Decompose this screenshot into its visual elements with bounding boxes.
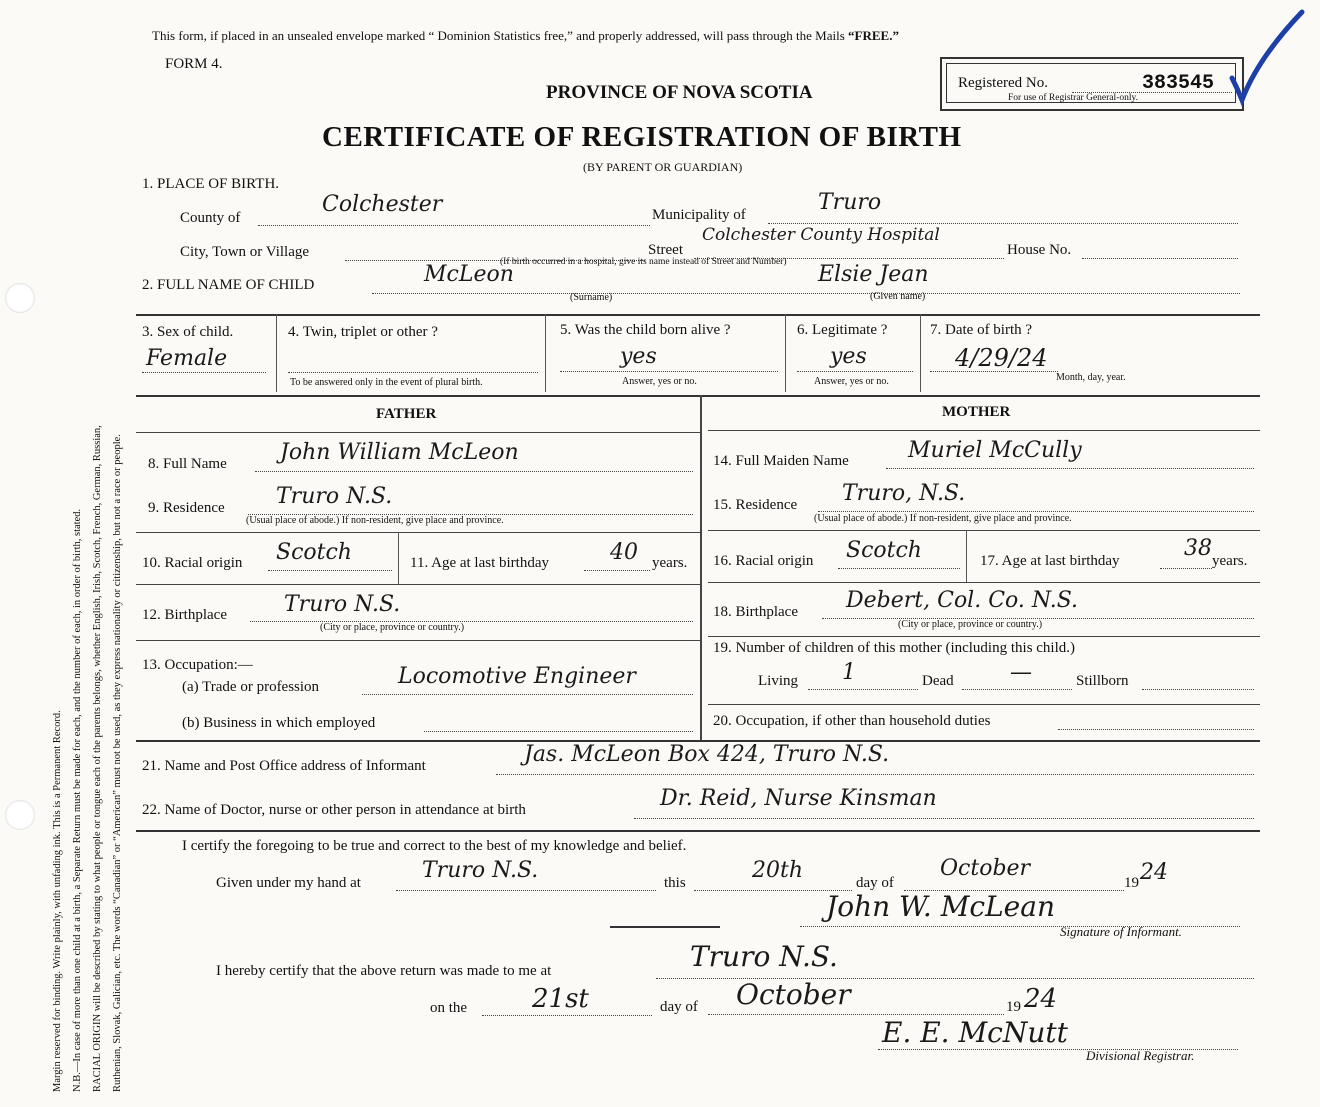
father-row-rule-3 xyxy=(136,584,700,585)
sex-line xyxy=(142,372,266,373)
rule-parents xyxy=(136,395,1260,397)
informant-signature-line xyxy=(610,926,720,928)
father-name-label: 8. Full Name xyxy=(148,456,227,472)
dead-label: Dead xyxy=(922,673,954,689)
mother-residence-value: Truro, N.S. xyxy=(842,481,966,506)
form-number: FORM 4. xyxy=(165,56,223,72)
father-racial-label: 10. Racial origin xyxy=(142,555,243,571)
mother-occupation-line xyxy=(1058,729,1254,730)
mother-row-rule-5 xyxy=(708,704,1260,705)
sex-value: Female xyxy=(146,346,228,371)
stillborn-line xyxy=(1142,689,1254,690)
postal-notice-text: This form, if placed in an unsealed envelope marked “ Dominion Statistics free,” and properly addressed, will pass through the Mails xyxy=(152,28,849,43)
father-birthplace-label: 12. Birthplace xyxy=(142,607,227,623)
father-racial-divider xyxy=(398,532,399,584)
city-label: City, Town or Village xyxy=(180,244,310,260)
county-line xyxy=(258,225,650,226)
born-alive-note: Answer, yes or no. xyxy=(622,376,697,387)
divider-6-7 xyxy=(920,314,921,392)
house-number-label: House No. xyxy=(1007,242,1072,258)
dead-line xyxy=(962,689,1072,690)
father-trade-value: Locomotive Engineer xyxy=(398,664,636,689)
postal-notice-free: “FREE.” xyxy=(848,28,899,43)
mother-name-line xyxy=(886,468,1254,469)
dead-value: — xyxy=(1010,660,1032,685)
child-name-label: 2. FULL NAME OF CHILD xyxy=(142,277,315,293)
mother-racial-value: Scotch xyxy=(846,538,922,563)
father-residence-note: (Usual place of abode.) If non-resident, give place and province. xyxy=(246,515,504,526)
checkmark-icon xyxy=(1228,8,1308,108)
father-years-label: years. xyxy=(652,555,688,571)
father-age-label: 11. Age at last birthday xyxy=(410,555,549,571)
father-row-rule-2 xyxy=(136,532,700,533)
mother-row-rule-2 xyxy=(708,530,1260,531)
father-residence-value: Truro N.S. xyxy=(276,484,393,509)
father-row-rule-1 xyxy=(136,432,700,433)
rule-certification xyxy=(136,830,1260,832)
legitimate-value: yes xyxy=(830,344,867,369)
registrar-day-of-label: day of xyxy=(660,999,698,1015)
father-residence-label: 9. Residence xyxy=(148,500,225,516)
informant-label: 21. Name and Post Office address of Informant xyxy=(142,758,426,774)
margin-note-4: Ruthenian, Slovak, Galician, etc. The words “Canadian” or “American” must not be used, as they express nationality or citizenship, but not a race or people. xyxy=(112,434,123,1092)
divider-3-4 xyxy=(276,314,277,392)
child-surname-value: McLeon xyxy=(424,262,514,287)
mother-occupation-label: 20. Occupation, if other than household duties xyxy=(713,713,991,729)
date-of-birth-label: 7. Date of birth ? xyxy=(930,322,1033,338)
province-heading: PROVINCE OF NOVA SCOTIA xyxy=(546,82,813,103)
doctor-line xyxy=(634,818,1254,819)
doctor-label: 22. Name of Doctor, nurse or other person in attendance at birth xyxy=(142,802,526,818)
day-value: 20th xyxy=(752,858,804,883)
date-of-birth-note: Month, day, year. xyxy=(1056,372,1126,383)
registrar-month-value: October xyxy=(736,978,851,1011)
father-row-rule-4 xyxy=(136,640,700,641)
child-name-line xyxy=(372,293,1240,294)
twin-line xyxy=(288,372,538,373)
twin-label: 4. Twin, triplet or other ? xyxy=(288,324,438,340)
mother-name-value: Muriel McCully xyxy=(908,438,1082,463)
twin-note: To be answered only in the event of plural birth. xyxy=(290,377,483,388)
mother-racial-divider xyxy=(966,530,967,582)
date-of-birth-value: 4/29/24 xyxy=(955,344,1048,372)
given-place-value: Truro N.S. xyxy=(422,858,539,883)
registrar-place-value: Truro N.S. xyxy=(690,940,838,973)
registrar-month-line xyxy=(708,1014,1004,1015)
legitimate-label: 6. Legitimate ? xyxy=(797,322,888,338)
father-occupation-label: 13. Occupation:— xyxy=(142,657,253,673)
father-name-line xyxy=(255,471,693,472)
registered-number: 383545 xyxy=(1142,72,1215,95)
county-value: Colchester xyxy=(322,192,443,217)
father-trade-line xyxy=(362,694,693,695)
living-value: 1 xyxy=(842,660,856,685)
document-title: CERTIFICATE OF REGISTRATION OF BIRTH xyxy=(322,121,962,153)
document-subtitle: (BY PARENT OR GUARDIAN) xyxy=(583,160,743,174)
mother-birthplace-note: (City or place, province or country.) xyxy=(898,619,1043,630)
hospital-note: (If birth occurred in a hospital, give its name instead of Street and Number) xyxy=(500,257,787,267)
mother-row-rule-1 xyxy=(708,430,1260,431)
stillborn-label: Stillborn xyxy=(1076,673,1129,689)
street-value: Colchester County Hospital xyxy=(702,225,940,245)
postal-notice xyxy=(152,28,899,44)
informant-value: Jas. McLeon Box 424, Truro N.S. xyxy=(524,742,890,767)
divider-4-5 xyxy=(545,314,546,392)
this-label: this xyxy=(664,875,686,891)
informant-signature-caption: Signature of Informant. xyxy=(1060,924,1182,939)
municipality-line xyxy=(768,223,1238,224)
registered-note: For use of Registrar General-only. xyxy=(1008,93,1138,103)
sex-label: 3. Sex of child. xyxy=(142,324,234,340)
registrar-day-value: 21st xyxy=(532,984,589,1014)
surname-caption: (Surname) xyxy=(570,292,613,303)
registrar-year-value: 24 xyxy=(1024,984,1058,1014)
mother-age-line xyxy=(1160,568,1212,569)
mother-birthplace-value: Debert, Col. Co. N.S. xyxy=(846,588,1078,613)
punch-hole-top xyxy=(5,283,35,313)
mother-racial-label: 16. Racial origin xyxy=(713,553,814,569)
margin-note-2: N.B.—In case of more than one child at a birth, a Separate Return must be made for each, and the number of each, in order of birth, stated. xyxy=(72,508,83,1092)
born-alive-line xyxy=(560,371,778,372)
mother-name-label: 14. Full Maiden Name xyxy=(713,453,849,469)
registrar-day-line xyxy=(482,1015,652,1016)
municipality-label: Municipality of xyxy=(652,207,746,223)
divider-5-6 xyxy=(785,314,786,392)
rule-top-boxes xyxy=(136,314,1260,316)
father-age-value: 40 xyxy=(610,540,638,565)
certification-statement: I certify the foregoing to be true and correct to the best of my knowledge and belief. xyxy=(182,838,687,854)
on-the-label: on the xyxy=(430,1000,468,1016)
father-business-label: (b) Business in which employed xyxy=(182,715,376,731)
father-birthplace-value: Truro N.S. xyxy=(284,592,401,617)
registrar-signature: E. E. McNutt xyxy=(882,1016,1068,1049)
father-racial-value: Scotch xyxy=(276,540,352,565)
mother-racial-line xyxy=(838,568,960,569)
street-label: Street xyxy=(648,242,683,258)
year-value: 24 xyxy=(1140,860,1168,885)
father-birthplace-line xyxy=(250,621,693,622)
father-birthplace-note: (City or place, province or country.) xyxy=(320,622,465,633)
mother-birthplace-label: 18. Birthplace xyxy=(713,604,798,620)
mother-residence-line xyxy=(818,511,1254,512)
mother-age-value: 38 xyxy=(1184,536,1212,561)
born-alive-label: 5. Was the child born alive ? xyxy=(560,322,731,338)
legitimate-line xyxy=(797,371,913,372)
registrar-statement: I hereby certify that the above return was made to me at xyxy=(216,963,552,979)
mother-age-label: 17. Age at last birthday xyxy=(980,553,1120,569)
registrar-signature-caption: Divisional Registrar. xyxy=(1086,1048,1195,1063)
mother-residence-note: (Usual place of abode.) If non-resident, give place and province. xyxy=(814,513,1072,524)
informant-line xyxy=(496,774,1254,775)
month-value: October xyxy=(940,856,1031,881)
place-of-birth-label: 1. PLACE OF BIRTH. xyxy=(142,176,280,192)
registrar-year-prefix: 19 xyxy=(1006,999,1021,1015)
year-prefix: 19 xyxy=(1124,875,1139,891)
born-alive-value: yes xyxy=(620,344,657,369)
punch-hole-bottom xyxy=(5,800,35,830)
municipality-value: Truro xyxy=(818,190,882,215)
mother-row-rule-3 xyxy=(708,582,1260,583)
given-label: Given under my hand at xyxy=(216,875,361,891)
mother-years-label: years. xyxy=(1212,553,1248,569)
given-place-line xyxy=(396,890,656,891)
living-line xyxy=(808,689,918,690)
county-label: County of xyxy=(180,210,241,226)
mother-children-label: 19. Number of children of this mother (including this child.) xyxy=(713,640,1076,656)
father-business-line xyxy=(424,731,693,732)
mother-row-rule-4 xyxy=(708,636,1260,637)
child-given-value: Elsie Jean xyxy=(818,262,929,287)
father-racial-line xyxy=(268,570,392,571)
margin-note-3: RACIAL ORIGIN will be described by stating to what people or tongue each of the parents belongs, whether English, Irish, Scotch, French, German, Russian, xyxy=(92,425,103,1092)
father-trade-label: (a) Trade or profession xyxy=(182,679,320,695)
father-age-line xyxy=(584,570,650,571)
living-label: Living xyxy=(758,673,798,689)
mother-residence-label: 15. Residence xyxy=(713,497,798,513)
father-heading: FATHER xyxy=(376,406,437,422)
date-of-birth-line xyxy=(930,371,1058,372)
house-number-line xyxy=(1082,258,1238,259)
legitimate-note: Answer, yes or no. xyxy=(814,376,889,387)
informant-signature: John W. McLean xyxy=(826,890,1055,923)
margin-note-1: Margin reserved for binding. Write plainly, with unfading ink. This is a Permanent Record. xyxy=(52,710,63,1092)
day-of-label: day of xyxy=(856,875,894,891)
registered-label: Registered No. xyxy=(958,75,1048,91)
father-name-value: John William McLeon xyxy=(280,440,519,465)
mother-heading: MOTHER xyxy=(942,404,1011,420)
doctor-value: Dr. Reid, Nurse Kinsman xyxy=(660,786,937,811)
given-name-caption: (Given name) xyxy=(870,291,926,302)
father-mother-divider xyxy=(700,395,702,740)
